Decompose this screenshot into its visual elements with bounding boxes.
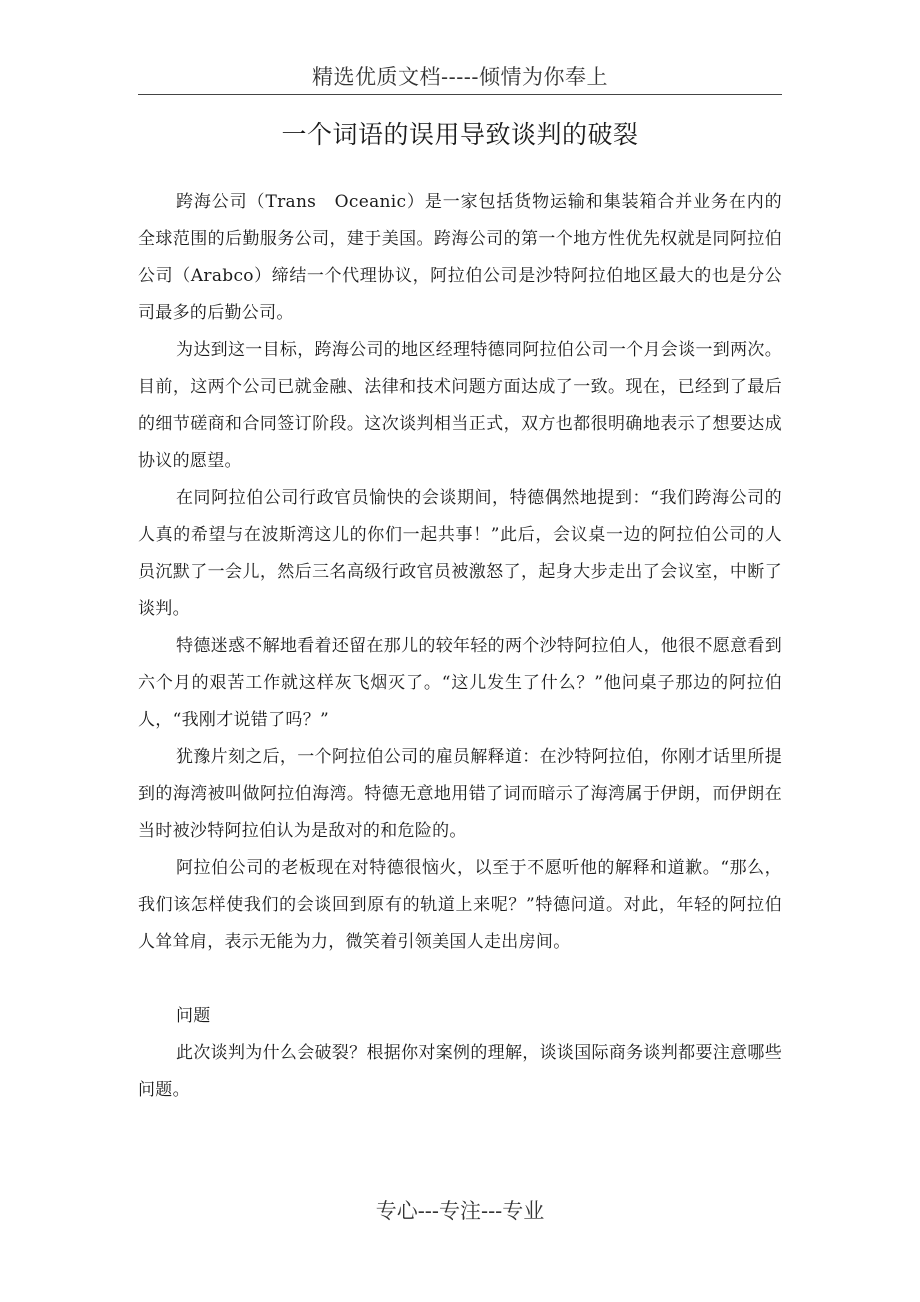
page-header: 精选优质文档-----倾情为你奉上 (312, 65, 608, 89)
paragraph-2: 为达到这一目标，跨海公司的地区经理特德同阿拉伯公司一个月会谈一到两次。目前，这两个公司已就金融、法律和技术问题方面达成了一致。现在，已经到了最后的细节磋商和合同签订阶段。这次谈判相当正式，双方也都很明确地表示了想要达成协议的愿望。 (138, 340, 782, 471)
blank-line (138, 961, 782, 998)
paragraph-1: 跨海公司（Trans Oceanic）是一家包括货物运输和集装箱合并业务在内的全球范围的后勤服务公司，建于美国。跨海公司的第一个地方性优先权就是同阿拉伯公司（Arabco）缔结一个代理协议，阿拉伯公司是沙特阿拉伯地区最大的也是分公司最多的后勤公司。 (138, 192, 782, 323)
question-text: 此次谈判为什么会破裂？根据你对案例的理解，谈谈国际商务谈判都要注意哪些问题。 (138, 1043, 782, 1100)
paragraph-4: 特德迷惑不解地看着还留在那儿的较年轻的两个沙特阿拉伯人，他很不愿意看到六个月的艰苦工作就这样灰飞烟灭了。“这儿发生了什么？”他问桌子那边的阿拉伯人，“我刚才说错了吗？” (138, 636, 782, 730)
paragraph-5: 犹豫片刻之后，一个阿拉伯公司的雇员解释道：在沙特阿拉伯，你刚才话里所提到的海湾被叫做阿拉伯海湾。特德无意地用错了词而暗示了海湾属于伊朗，而伊朗在当时被沙特阿拉伯认为是敌对的和危险的。 (138, 747, 782, 841)
page-footer: 专心---专注---专业 (375, 1199, 545, 1223)
question-heading: 问题 (176, 1006, 211, 1026)
document-title: 一个词语的误用导致谈判的破裂 (281, 120, 639, 149)
paragraph-3: 在同阿拉伯公司行政官员愉快的会谈期间，特德偶然地提到：“我们跨海公司的人真的希望与在波斯湾这儿的你们一起共事！”此后，会议桌一边的阿拉伯公司的人员沉默了一会儿，然后三名高级行政官员被激怒了，起身大步走出了会议室，中断了谈判。 (138, 488, 782, 619)
header-divider (138, 94, 782, 95)
document-body (138, 184, 782, 1109)
paragraph-6: 阿拉伯公司的老板现在对特德很恼火，以至于不愿听他的解释和道歉。“那么，我们该怎样使我们的会谈回到原有的轨道上来呢？”特德问道。对此，年轻的阿拉伯人耸耸肩，表示无能为力，微笑着引领美国人走出房间。 (138, 858, 782, 952)
